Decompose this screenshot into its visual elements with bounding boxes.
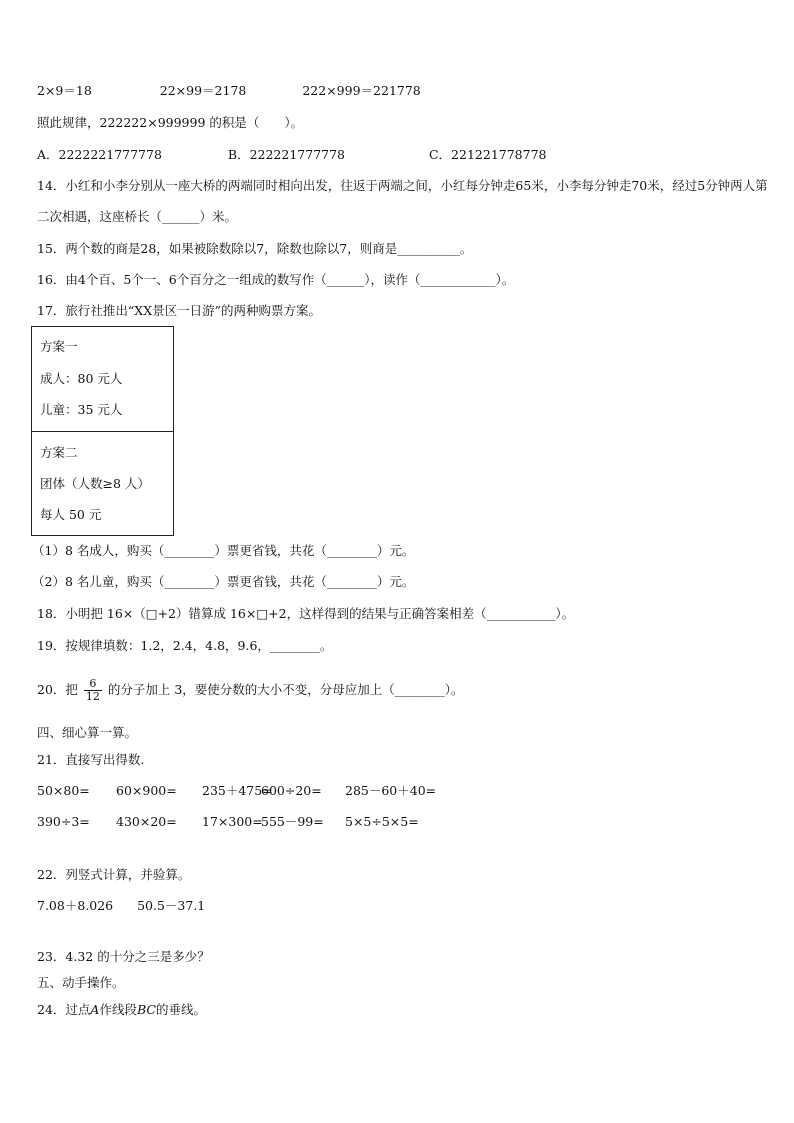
- calc-item: 285－60＋40=: [345, 783, 437, 798]
- pattern-2: 22×99＝2178: [159, 83, 247, 98]
- section-four-title: 四、细心算一算。: [37, 725, 138, 740]
- q24-before: 24．过点: [37, 1002, 91, 1017]
- ticket-plans-table: [31, 326, 174, 536]
- calc-item: 5×5÷5×5=: [345, 814, 419, 829]
- pattern-3: 222×999＝221778: [302, 83, 421, 98]
- q20-line: [37, 672, 464, 708]
- q16-text: 16．由4个百、5个一、6个百分之一组成的数写作（______），读作（____________）。: [37, 272, 515, 287]
- plan-two-each: 每人 50 元: [40, 507, 102, 522]
- calc-item: 17×300=: [202, 814, 263, 829]
- plan-two-title: 方案二: [40, 445, 78, 460]
- q21-row-2: [37, 813, 419, 831]
- calc-item: 390÷3=: [37, 814, 90, 829]
- plan-one-cell: [32, 327, 173, 432]
- q20-before: 20．把: [37, 682, 78, 697]
- calc-item: 60×900=: [116, 783, 177, 798]
- segment-bc: BC: [136, 1002, 156, 1017]
- q24-line: [37, 1001, 206, 1019]
- q17-sub2: （2）8 名儿童，购买（________）票更省钱，共花（________）元。: [32, 574, 415, 589]
- pattern-1: 2×9＝18: [37, 83, 92, 98]
- plan-two-cell: [32, 432, 173, 535]
- plan-one-child: 儿童：35 元人: [40, 402, 123, 417]
- q20-after: 的分子加上 3，要使分数的大小不变，分母应加上（________）。: [107, 682, 464, 697]
- q24-middle: 作线段: [99, 1002, 137, 1017]
- vertical-calc-2: 50.5－37.1: [137, 898, 206, 913]
- point-a: A: [90, 1002, 100, 1017]
- q22-items: [37, 897, 205, 915]
- option-b: B．222221777778: [227, 147, 346, 162]
- plan-one-adult: 成人：80 元人: [40, 371, 123, 386]
- q15-text: 15．两个数的商是28，如果被除数除以7，除数也除以7，则商是__________。: [37, 241, 473, 256]
- calc-item: 555－99=: [261, 814, 324, 829]
- calc-item: 430×20=: [116, 814, 177, 829]
- section-five-title: 五、动手操作。: [37, 975, 125, 990]
- q19-text: 19．按规律填数：1.2，2.4，4.8，9.6，________。: [37, 638, 333, 653]
- option-c: C．221221778778: [428, 147, 547, 162]
- q18-text: 18．小明把 16×（□+2）错算成 16×□+2，这样得到的结果与正确答案相差（___________）。: [37, 606, 575, 621]
- q23-text: 23．4.32 的十分之三是多少？: [37, 949, 210, 964]
- q17-stem: 17．旅行社推出“XX景区一日游”的两种购票方案。: [37, 303, 321, 318]
- q13-stem: 照此规律，222222×999999 的积是（ ）。: [37, 115, 304, 130]
- q21-row-1: [37, 782, 436, 800]
- calc-item: 235＋475=: [202, 783, 273, 798]
- calc-item: 600÷20=: [261, 783, 322, 798]
- fraction: [84, 678, 102, 703]
- vertical-calc-1: 7.08＋8.026: [37, 898, 114, 913]
- plan-two-group: 团体（人数≥8 人）: [40, 476, 150, 491]
- q14-text: 14．小红和小李分别从一座大桥的两端同时相向出发，往返于两端之间，小红每分钟走65米，小李每分钟走70米，经过5分钟两人第二次相遇，这座桥长（______）米。: [37, 178, 768, 224]
- plan-one-title: 方案一: [40, 339, 78, 354]
- calc-item: 50×80=: [37, 783, 90, 798]
- q22-stem: 22．列竖式计算，并验算。: [37, 867, 191, 882]
- q13-pattern: [37, 82, 421, 100]
- q17-sub1: （1）8 名成人，购买（________）票更省钱，共花（________）元。: [32, 543, 415, 558]
- fraction-denominator: 12: [85, 690, 100, 703]
- q24-after: 的垂线。: [155, 1002, 206, 1017]
- option-a: A．2222221777778: [37, 147, 162, 162]
- q13-options: [37, 146, 546, 164]
- fraction-numerator: 6: [84, 678, 102, 691]
- q21-stem: 21．直接写出得数.: [37, 752, 145, 767]
